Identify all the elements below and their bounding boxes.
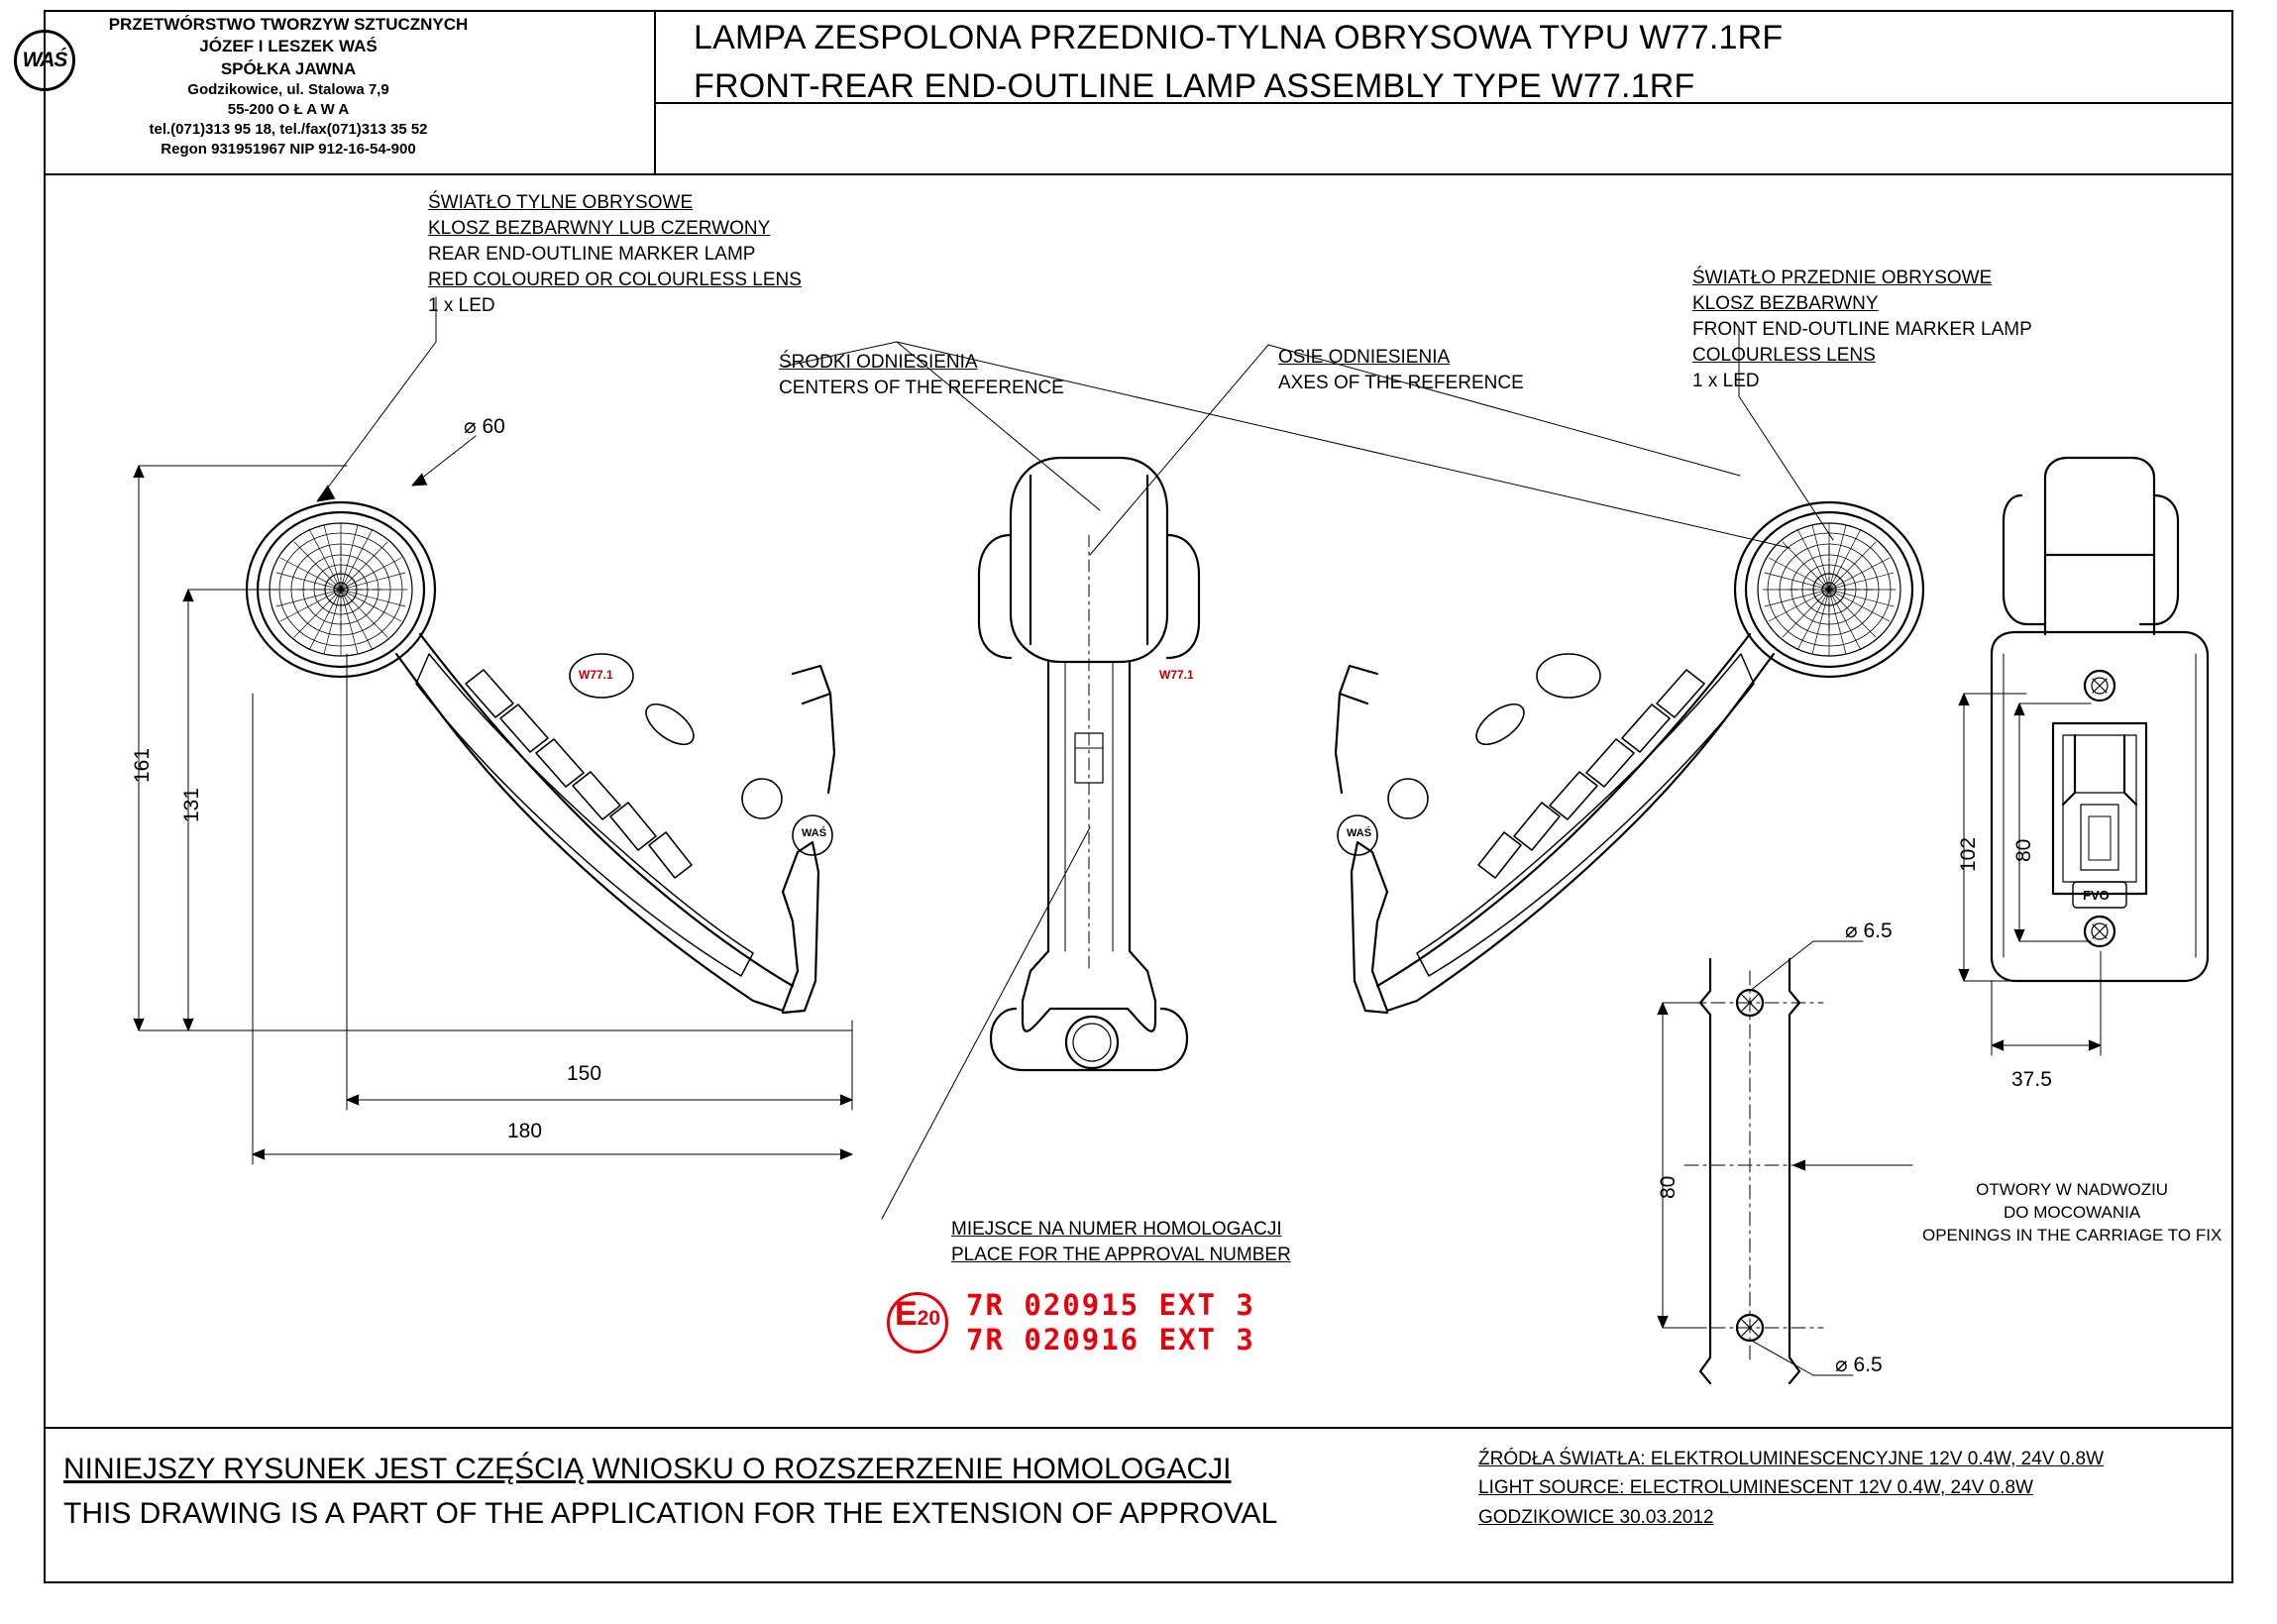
note-openings-line-2: OPENINGS IN THE CARRIAGE TO FIX (1922, 1225, 2223, 1245)
title-english: FRONT-REAR END-OUTLINE LAMP ASSEMBLY TYPE W77.1RF (694, 67, 1695, 106)
note-front-lamp-line-2: FRONT END-OUTLINE MARKER LAMP (1692, 319, 2032, 341)
company-line-5: tel.(071)313 95 18, tel./fax(071)313 35 52 (149, 120, 428, 138)
note-front-lamp-line-0: ŚWIATŁO PRZEDNIE OBRYSOWE (1692, 268, 1993, 288)
note-rear-lamp-line-4: 1 x LED (428, 295, 495, 317)
base-brand-badge: FVO (2083, 888, 2110, 903)
e-mark-number: 20 (917, 1307, 941, 1331)
place-date: GODZIKOWICE 30.03.2012 (1478, 1506, 1714, 1528)
footer-statement (63, 1447, 1277, 1536)
note-openings-line-1: DO MOCOWANIA (2004, 1202, 2141, 1222)
company-line-6: Regon 931951967 NIP 912-16-54-900 (161, 140, 416, 158)
light-source-en: LIGHT SOURCE: ELECTROLUMINESCENT 12V 0.4W, 24V 0.8W (1478, 1477, 2033, 1499)
note-centers (779, 350, 1064, 401)
light-source-block (1478, 1445, 2104, 1532)
dim-hole-spacing: 80 (1657, 1175, 1680, 1199)
note-front-lamp-line-3: COLOURLESS LENS (1692, 345, 1876, 367)
note-approval-place (951, 1217, 1291, 1268)
header-divider (44, 173, 2233, 175)
note-rear-lamp (428, 190, 802, 319)
note-openings (1922, 1179, 2222, 1247)
note-front-lamp-line-4: 1 x LED (1692, 371, 1760, 392)
note-rear-lamp-line-0: ŚWIATŁO TYLNE OBRYSOWE (428, 192, 694, 213)
note-approval-place-line-0: MIEJSCE NA NUMER HOMOLOGACJI (951, 1219, 1282, 1240)
dim-hole-bottom: ⌀ 6.5 (1835, 1353, 1883, 1376)
company-line-0: PRZETWÓRSTWO TWORZYW SZTUCZNYCH (108, 15, 469, 34)
footer-statement-en: THIS DRAWING IS A PART OF THE APPLICATION FOR THE EXTENSION OF APPROVAL (63, 1497, 1278, 1530)
e-mark-icon (887, 1292, 948, 1353)
footer-statement-pl: NINIEJSZY RYSUNEK JEST CZĘŚCIĄ WNIOSKU O ROZSZERZENIE HOMOLOGACJI (63, 1453, 1232, 1485)
note-rear-lamp-line-2: REAR END-OUTLINE MARKER LAMP (428, 244, 756, 266)
approval-numbers (966, 1288, 1255, 1358)
note-centers-line-0: ŚRODKI ODNIESIENIA (779, 352, 978, 373)
dim-37-5: 37.5 (2011, 1068, 2052, 1091)
approval-line-2: 7R 020916 EXT 3 (966, 1323, 1255, 1357)
company-line-4: 55-200 O Ł A W A (227, 101, 350, 119)
note-rear-lamp-line-3: RED COLOURED OR COLOURLESS LENS (428, 270, 802, 291)
header-vertical-divider (654, 10, 656, 173)
note-axes (1278, 345, 1524, 396)
company-line-1: JÓZEF I LESZEK WAŚ (199, 37, 378, 56)
dim-161: 161 (131, 747, 154, 783)
lamp-type-badge-right: W77.1 (1159, 668, 1194, 682)
note-front-lamp (1692, 266, 2032, 394)
company-line-2: SPÓŁKA JAWNA (220, 58, 357, 78)
note-centers-line-1: CENTERS OF THE REFERENCE (779, 378, 1064, 399)
approval-line-1: 7R 020915 EXT 3 (966, 1288, 1255, 1322)
lamp-type-badge: W77.1 (579, 668, 613, 682)
dim-hole-top: ⌀ 6.5 (1845, 920, 1893, 942)
brand-badge-left: WAŚ (802, 827, 827, 839)
note-approval-place-line-1: PLACE FOR THE APPROVAL NUMBER (951, 1245, 1291, 1266)
note-front-lamp-line-1: KLOSZ BEZBARWNY (1692, 293, 1879, 315)
logo-text: WAŚ (22, 49, 67, 71)
note-axes-line-1: AXES OF THE REFERENCE (1278, 373, 1524, 394)
e-mark-letter: E (894, 1295, 918, 1334)
dim-180: 180 (507, 1120, 543, 1142)
dim-diameter-60: ⌀ 60 (464, 415, 505, 438)
brand-badge-right: WAŚ (1347, 827, 1372, 839)
dim-150: 150 (567, 1062, 602, 1085)
dim-80-right: 80 (2012, 838, 2035, 862)
dim-102: 102 (1957, 836, 1980, 872)
title-polish: LAMPA ZESPOLONA PRZEDNIO-TYLNA OBRYSOWA TYPU W77.1RF (694, 19, 1784, 56)
light-source-pl: ŹRÓDŁA ŚWIATŁA: ELEKTROLUMINESCENCYJNE 12V 0.4W, 24V 0.8W (1478, 1449, 2105, 1469)
company-line-3: Godzikowice, ul. Stalowa 7,9 (187, 81, 389, 99)
footer-divider (44, 1427, 2233, 1429)
title-block (694, 14, 2140, 112)
note-rear-lamp-line-1: KLOSZ BEZBARWNY LUB CZERWONY (428, 218, 771, 240)
company-info-block (55, 14, 521, 162)
note-openings-line-0: OTWORY W NADWOZIU (1976, 1180, 2169, 1199)
approval-number-block (887, 1288, 1255, 1358)
note-axes-line-0: OSIE ODNIESIENIA (1278, 347, 1451, 368)
dim-131: 131 (180, 787, 203, 822)
